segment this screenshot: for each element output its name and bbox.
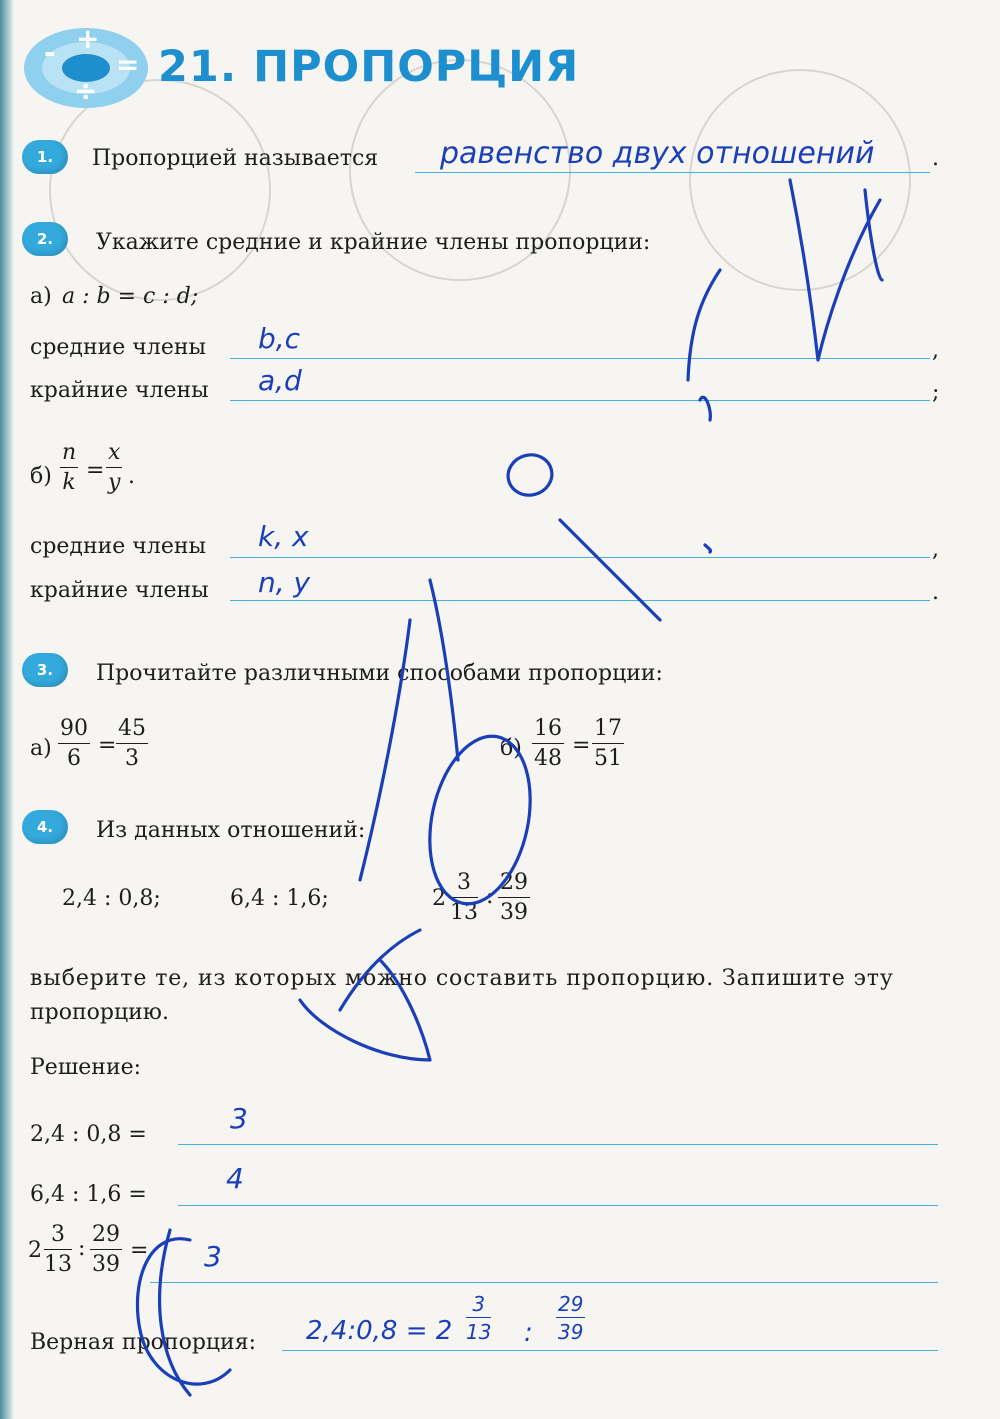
comma: , (932, 537, 939, 562)
solution-line-2-label: 6,4 : 1,6 = (30, 1182, 147, 1207)
final-fraction-29-39 (556, 1294, 585, 1342)
denominator: 39 (558, 1320, 584, 1344)
denominator: 6 (67, 746, 81, 771)
fraction-90-6 (58, 718, 90, 770)
page-edge (0, 0, 14, 1419)
numerator: 29 (90, 1224, 122, 1250)
comma: , (932, 338, 939, 363)
answer-line-4-2 (178, 1205, 938, 1206)
numerator: 3 (466, 1294, 491, 1318)
task3-b-label: б) (500, 736, 522, 761)
semicolon: ; (932, 380, 940, 405)
task1-answer: равенство двух отношений (440, 136, 875, 171)
svg-text:÷: ÷ (74, 74, 98, 107)
task-number-1: 1. (22, 140, 68, 174)
solution-line-3-whole: 2 (28, 1238, 42, 1263)
task2-b-ext-label: крайние члены (30, 578, 209, 603)
solution-answer-2: 4 (226, 1162, 244, 1195)
final-proportion-left: 2,4:0,8 = 2 (306, 1316, 453, 1346)
denominator: y (107, 470, 121, 495)
colon: : (78, 1236, 86, 1261)
fraction-29-39 (498, 872, 530, 924)
numerator: 29 (498, 872, 530, 898)
answer-line-4-3 (150, 1282, 938, 1283)
numerator: x (106, 442, 122, 468)
task3-text: Прочитайте различными способами пропорции: (96, 661, 663, 686)
page-title: 21. ПРОПОРЦИЯ (158, 42, 580, 92)
answer-line-final (282, 1350, 938, 1351)
solution-label: Решение: (30, 1055, 142, 1080)
task4-instructions-line1: выберите те, из которых можно составить пропорцию. Запишите эту (30, 966, 894, 991)
task2-b-mid-answer: k, x (258, 520, 309, 553)
equals-sign: = (86, 458, 105, 483)
fraction-n-k (60, 442, 78, 494)
numerator: 3 (44, 1224, 72, 1250)
period: . (128, 464, 135, 489)
answer-line-4-1 (178, 1144, 938, 1145)
denominator: 13 (450, 900, 478, 925)
answer-line-2b-ext (230, 600, 930, 601)
denominator: 13 (466, 1320, 492, 1344)
numerator: 45 (116, 718, 148, 744)
task2-b-label: б) (30, 464, 52, 489)
task1-text: Пропорцией называется (92, 146, 379, 171)
ratio-2: 6,4 : 1,6; (230, 886, 329, 911)
math-operations-logo (18, 18, 153, 113)
ratio-1: 2,4 : 0,8; (62, 886, 161, 911)
task-number-2: 2. (22, 222, 68, 256)
task4-instructions-line2: пропорцию. (30, 1000, 169, 1025)
fraction-45-3 (116, 718, 148, 770)
final-proportion-label: Верная пропорция: (30, 1330, 257, 1355)
fraction-3-13 (44, 1224, 72, 1276)
numerator: 16 (532, 718, 564, 744)
final-fraction-3-13 (466, 1294, 491, 1342)
task1-end: . (932, 146, 939, 171)
task2-a-mid-label: средние члены (30, 335, 207, 360)
equals-sign: = (130, 1238, 149, 1263)
fraction-16-48 (532, 718, 564, 770)
answer-line-2a-mid (230, 358, 930, 359)
answer-line-1 (415, 172, 930, 173)
task2-a-expression: a : b = c : d; (62, 284, 199, 309)
task2-text: Укажите средние и крайние члены пропорции: (96, 230, 651, 255)
ratio-3-whole: 2 (432, 886, 446, 911)
denominator: k (62, 470, 76, 495)
task2-a-label: а) (30, 284, 52, 309)
fraction-17-51 (592, 718, 624, 770)
task2-b-ext-answer: n, y (258, 566, 311, 599)
task2-a-ext-label: крайние члены (30, 378, 209, 403)
final-colon: : (524, 1318, 533, 1348)
solution-answer-1: 3 (230, 1102, 248, 1135)
task2-b-mid-label: средние члены (30, 534, 207, 559)
equals-sign: = (572, 733, 591, 758)
svg-text:-: - (44, 36, 56, 69)
period: . (932, 580, 939, 605)
svg-text:+: + (76, 22, 100, 55)
denominator: 39 (500, 900, 528, 925)
task3-a-label: а) (30, 736, 52, 761)
numerator: 17 (592, 718, 624, 744)
numerator: 29 (558, 1292, 584, 1316)
denominator: 3 (125, 746, 139, 771)
denominator: 39 (92, 1252, 120, 1277)
denominator: 51 (594, 746, 622, 771)
solution-line-1-label: 2,4 : 0,8 = (30, 1122, 147, 1147)
numerator: n (60, 442, 78, 468)
task-number-3: 3. (22, 653, 68, 687)
numerator: 3 (450, 872, 478, 898)
task4-text: Из данных отношений: (96, 818, 366, 843)
answer-line-2a-ext (230, 400, 930, 401)
denominator: 48 (534, 746, 562, 771)
fraction-3-13 (450, 872, 478, 924)
colon: : (486, 884, 494, 909)
equals-sign: = (98, 733, 117, 758)
fraction-x-y (106, 442, 122, 494)
task2-a-ext-answer: a,d (258, 364, 302, 397)
task2-a-mid-answer: b,c (258, 322, 301, 355)
denominator: 13 (44, 1252, 72, 1277)
answer-line-2b-mid (230, 557, 930, 558)
svg-text:=: = (116, 48, 140, 81)
task-number-4: 4. (22, 810, 68, 844)
solution-answer-3: 3 (204, 1240, 222, 1273)
fraction-29-39 (90, 1224, 122, 1276)
numerator: 90 (58, 718, 90, 744)
